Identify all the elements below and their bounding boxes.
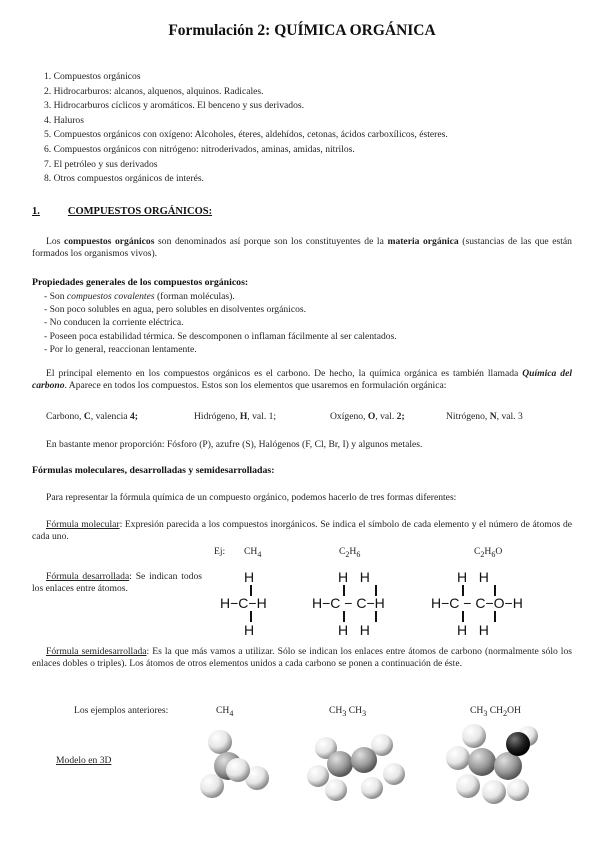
element-name: Oxígeno, [330,411,368,422]
hydrogen-atom [482,780,506,804]
formula-text: O [495,546,503,557]
formula-text: C [339,546,346,557]
hydrogen-atom [446,746,470,770]
molecular-text: : Expresión parecida a los compuestos inorgánicos. Se indica el símbolo de cada elemento y el número de átomos de cada uno. [32,519,573,543]
formulas-heading: Fórmulas moleculares, desarrolladas y semidesarrolladas: [32,465,275,476]
hydrogen-atom [226,758,250,782]
element-text: , valencia [90,411,130,422]
toc-item: 1. Compuestos orgánicos [44,71,141,82]
element-text: , val. 1; [247,411,277,422]
structure-ethanol-bottom: H H [457,622,489,638]
page-title: Formulación 2: QUÍMICA ORGÁNICA [168,22,436,39]
carbon-text: El principal elemento en los compuestos orgánicos es el carbono. De hecho, la química orgánica es también llamada [46,368,523,379]
property-emphasis: compuestos covalentes [66,291,155,302]
formula-subscript: 2 [480,549,485,559]
formula-subscript: 4 [229,708,234,718]
element-text: , val. [375,411,397,422]
structure-ethane-bottom: H H [338,622,370,638]
element-symbol: N [489,411,497,422]
property-item: - Poseen poca estabilidad térmica. Se descomponen o inflaman fácilmente al ser calentados. [44,330,397,342]
carbon-atom [494,752,522,780]
hydrogen-atom [462,724,486,748]
toc-item: 8. Otros compuestos orgánicos de interés. [44,173,204,185]
carbon-text: . Aparece en todos los compuestos. Estos son los elementos que usaremos en formulación orgánica: [64,380,447,392]
model-3d-label: Modelo en 3D [56,755,112,766]
structure-ethanol-row: H−C − C−O−H [431,595,523,611]
ethane-model [307,734,405,801]
molecular-label: Fórmula molecular [46,519,120,530]
carbon-atom [351,747,377,773]
structure-methane-top: H [244,569,255,585]
property-item: - No conducen la corriente eléctrica. [44,317,184,329]
semi-label: Fórmula semidesarrollada [46,646,147,657]
ethanol-model [446,724,538,804]
formula-text: CH [487,705,504,716]
structure-ethanol-top: H H [457,569,489,585]
structure-methane-bottom: H [244,622,255,638]
formula-text: CH [346,705,363,716]
element-name: Nitrógeno, [446,411,490,422]
structure-ethane-top: H H [338,569,370,585]
formula-subscript: 4 [257,549,262,559]
semi-text: : Es la que más vamos a utilizar. Sólo se indican los enlaces entre átomos de carbono (normalmente sólo los enlaces dobles o triples). Los átomos de otros elementos unidos a cada carbono se ponen a continuación de éste. [32,646,573,670]
element-valence: 2; [396,411,405,422]
carbon-atom [468,748,496,776]
hydrogen-atom [208,730,232,754]
hydrogen-atom [456,774,480,798]
formula-subscript: 6 [356,549,361,559]
toc-item: 7. El petróleo y sus derivados [44,158,158,170]
formula-subscript: 3 [342,708,347,718]
formula-text: C [474,546,481,557]
structure-methane-row: H−C−H [220,595,267,611]
toc-item: 5. Compuestos orgánicos con oxígeno: Alcoholes, éteres, aldehídos, cetonas, ácidos carboxílicos, ésteres. [44,129,448,141]
formula-subscript: 6 [491,549,496,559]
toc-item: 3. Hidrocarburos cíclicos y aromáticos. El benceno y sus derivados. [44,100,305,112]
formula-subscript: 2 [503,708,508,718]
intro-text: Los [46,236,64,247]
examples-label: Los ejemplos anteriores: [74,705,169,716]
element-text: , val. 3 [496,411,523,422]
intro-text: (sustancias de las que están formados los organismos vivos). [32,236,572,260]
hydrogen-atom [383,763,405,785]
property-text: - Son [44,291,67,302]
property-item: - Por lo general, reaccionan lentamente. [44,343,197,355]
example-label: Ej: [214,546,226,557]
property-item: - Son poco solubles en agua, pero solubles en disolventes orgánicos. [44,304,307,316]
toc-item: 2. Hidrocarburos: alcanos, alquenos, alquinos. Radicales. [44,85,264,97]
formula-text: H [349,546,357,557]
toc-item: 6. Compuestos orgánicos con nitrógeno: nitroderivados, aminas, amidas, nitrilos. [44,143,355,155]
structure-ethane-row: H−C − C−H [312,595,385,611]
methane-model [200,730,269,798]
hydrogen-atom [307,765,329,787]
intro-bold: materia orgánica [387,236,459,247]
element-name: Carbono, [46,411,84,422]
hydrogen-atom [325,779,347,801]
properties-heading: Propiedades generales de los compuestos orgánicos: [32,277,249,288]
carbon-atom [327,751,353,777]
formula-text: CH [244,546,258,557]
carbon-bold: Química del carbono [32,368,573,392]
formula-text: OH [507,705,521,716]
minor-elements: En bastante menor proporción: Fósforo (P), azufre (S), Halógenos (F, Cl, Br, I) y algunos metales. [46,439,423,450]
element-symbol: C [83,411,91,422]
developed-label: Fórmula desarrollada [46,571,130,582]
intro-text: son denominados así porque son los constituyentes de la [154,236,388,247]
element-name: Hidrógeno, [194,411,240,422]
hydrogen-atom [507,779,529,801]
hydrogen-atom [361,777,383,799]
formula-text: H [484,546,492,557]
formula-subscript: 2 [345,549,350,559]
element-valence: 4; [129,411,138,422]
oxygen-atom [506,732,530,756]
formulas-intro: Para representar la fórmula química de un compuesto orgánico, podemos hacerlo de tres formas diferentes: [46,492,457,503]
property-text: (forman moléculas). [154,291,235,302]
element-symbol: H [239,411,248,422]
formula-text: CH [470,705,484,716]
section-number: 1. [32,206,40,217]
toc-item: 4. Haluros [44,114,84,126]
formula-text: CH [329,705,343,716]
formula-subscript: 3 [362,708,367,718]
section-title: COMPUESTOS ORGÁNICOS: [67,206,213,217]
formula-text: CH [216,705,230,716]
element-symbol: O [367,411,376,422]
formula-subscript: 3 [483,708,488,718]
developed-text: : Se indican todos los enlaces entre átomos. [32,571,202,595]
intro-bold: compuestos orgánicos [63,236,155,247]
